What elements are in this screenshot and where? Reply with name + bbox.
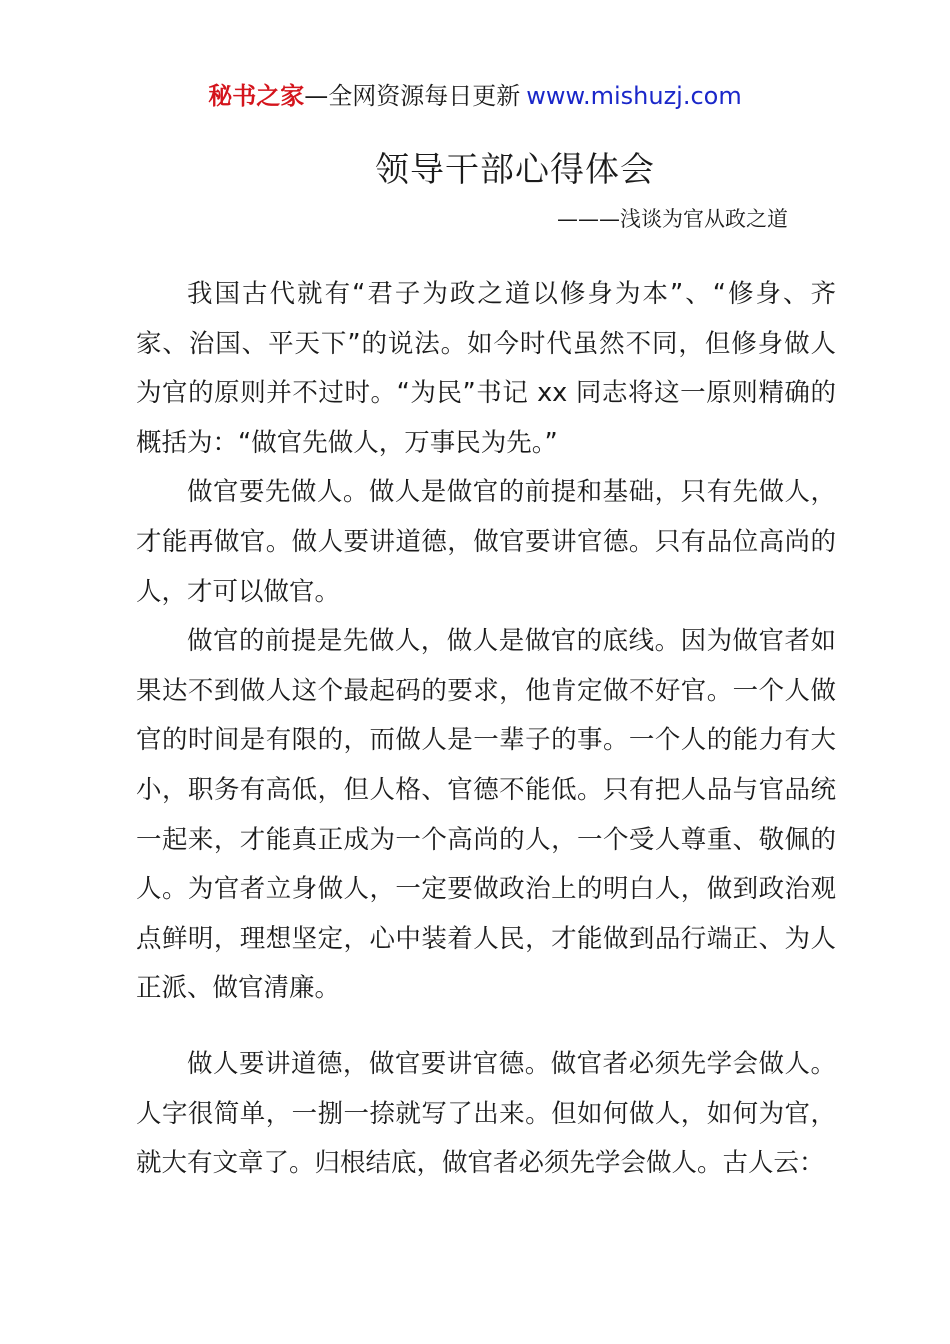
body-paragraph-3: 做官的前提是先做人，做人是做官的底线。因为做官者如果达不到做人这个最起码的要求，他肯定做不好官。一个人做官的时间是有限的，而做人是一辈子的事。一个人的能力有大小，职务有高低，但人格、官德不能低。只有把人品与官品统一起来，才能真正成为一个高尚的人，一个受人尊重、敬佩的人。为官者立身做人，一定要做政治上的明白人，做到政治观点鲜明，理想坚定，心中装着人民，才能做到品行端正、为人正派、做官清廉。: [136, 626, 836, 1004]
header-tagline: —全网资源每日更新: [304, 82, 521, 110]
site-link[interactable]: www.mishuzj.com: [526, 82, 742, 110]
document-body: [136, 270, 836, 1189]
document-subtitle: ———浅谈为官从政之道: [557, 207, 788, 231]
header-banner: [0, 80, 950, 112]
brand-name: 秘书之家: [208, 82, 305, 110]
body-paragraph-2: 做官要先做人。做人是做官的前提和基础，只有先做人，才能再做官。做人要讲道德，做官要讲官德。只有品位高尚的人，才可以做官。: [136, 477, 836, 607]
document-title: 领导干部心得体会: [375, 150, 655, 190]
body-paragraph-4: 做人要讲道德，做官要讲官德。做官者必须先学会做人。人字很简单，一捌一捺就写了出来。但如何做人，如何为官，就大有文章了。归根结底，做官者必须先学会做人。古人云：: [136, 1048, 836, 1179]
body-paragraph-1: 我国古代就有“君子为政之道以修身为本”、“修身、齐家、治国、平天下”的说法。如今时代虽然不同，但修身做人为官的原则并不过时。“为民”书记 xx 同志将这一原则精确的概括为：“做官先做人，万事民为先。”: [136, 279, 836, 458]
